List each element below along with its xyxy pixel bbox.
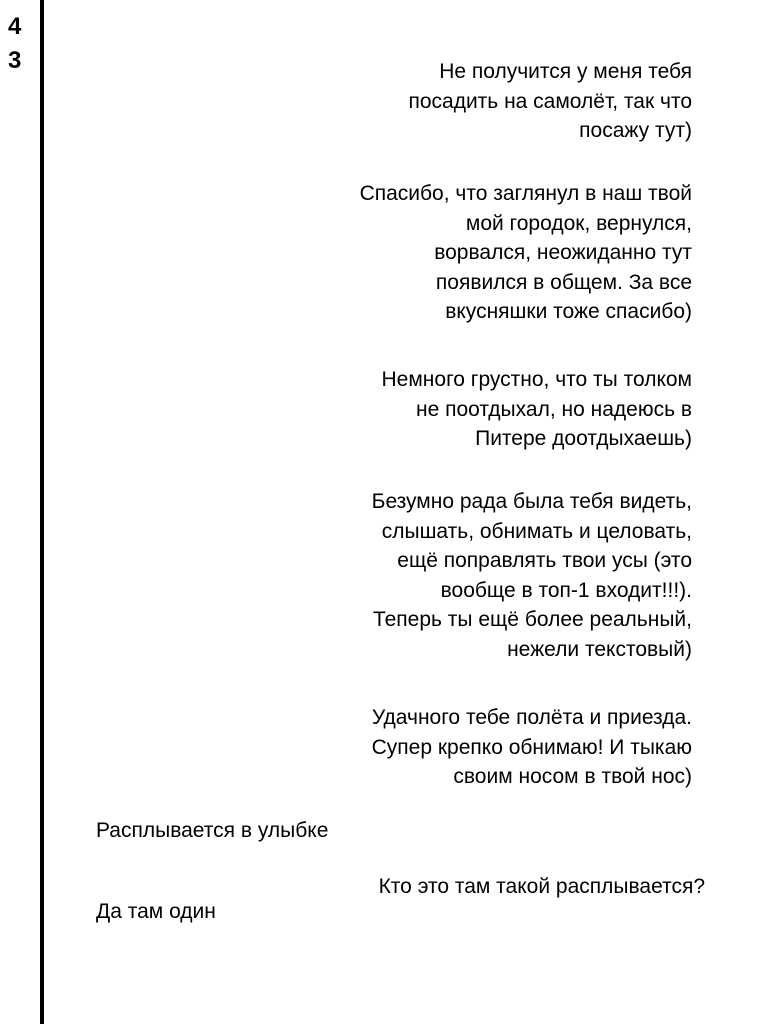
page-number-digit: 4 (8, 13, 22, 40)
text-line: появился в общем. За все (435, 270, 692, 294)
message-paragraph (382, 365, 692, 454)
text-line: Немного грустно, что ты толком (381, 368, 692, 391)
text-line: Удачного тебе полёта и приезда. (371, 706, 692, 729)
text-line: Супер крепко обнимаю! И тыкаю (371, 735, 692, 759)
reply-line: Расплывается в улыбке (96, 819, 329, 842)
text-line: посадить на самолёт, так что (408, 89, 692, 113)
message-paragraph (408, 57, 692, 146)
question-line: Кто это там такой расплывается? (378, 875, 705, 898)
text-line: не поотдыхал, но надеюсь в (415, 397, 692, 421)
message-paragraph (372, 703, 692, 792)
message-paragraph (372, 487, 692, 664)
reply-line: Да там один (96, 900, 216, 923)
margin-rule (40, 0, 44, 1024)
text-line: Не получится у меня тебя (439, 60, 692, 83)
text-line: Спасибо, что заглянул в наш твой (359, 182, 692, 205)
text-line: посажу тут) (579, 119, 692, 142)
text-line: ворвался, неожиданно тут (434, 241, 692, 264)
text-line: своим носом в твой нос) (453, 765, 692, 788)
message-paragraph (360, 179, 692, 327)
page-number (8, 10, 34, 78)
text-line: Питере доотдыхаешь) (475, 427, 692, 450)
text-line: ещё поправлять твои усы (это (397, 549, 692, 572)
text-line: вообще в топ-1 входит!!!). (440, 578, 692, 602)
text-line: Безумно рада была тебя видеть, (371, 490, 692, 513)
page-number-digit: 3 (8, 47, 22, 74)
text-line: мой городок, вернулся, (465, 211, 692, 235)
text-line: вкусняшки тоже спасибо) (445, 300, 692, 323)
text-line: нежели текстовый) (507, 637, 692, 661)
text-line: слышать, обнимать и целовать, (381, 519, 692, 543)
text-line: Теперь ты ещё более реальный, (372, 608, 692, 631)
